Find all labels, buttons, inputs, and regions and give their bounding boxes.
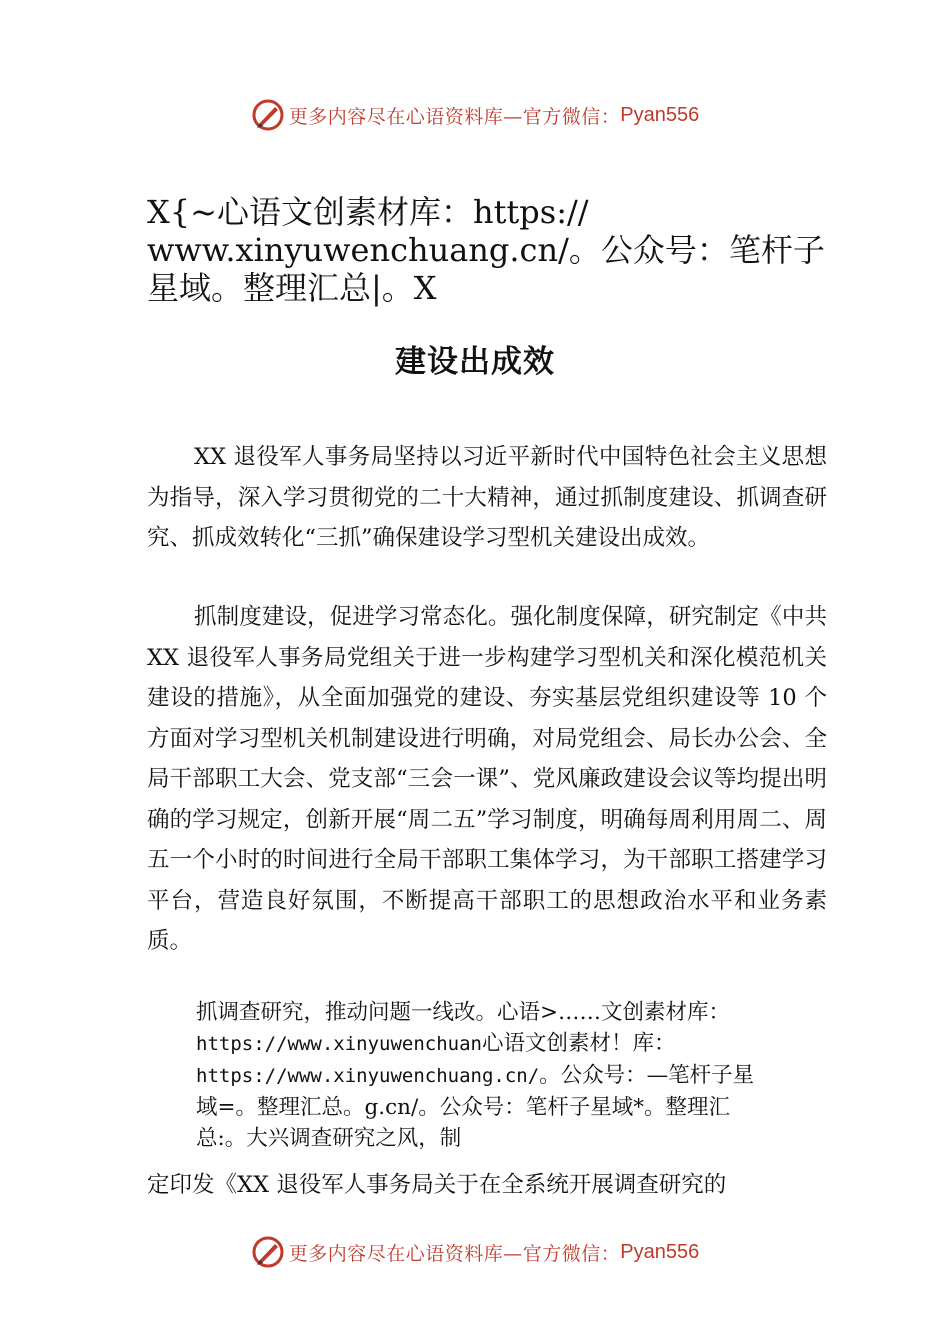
paragraph-text: 抓制度建设，促进学习常态化。强化制度保障，研究制定《中共 XX 退役军人事务局党组关于进一步构建学习型机关和深化模范机关建设的措施》，从全面加强党的建设、夯实基层党组织建设等 10 个方面对学习型机关机制建设进行明确，对局党组会、局长办公会、全局干部职工大会、党支部“三会一课”、党风廉政建设会议等均提出明确的学习规定，创新开展“周二五”学习制度，明确每周利用周二、周五一个小时的时间进行全局干部职工集体学习，为干部职工搭建学习平台，营造良好氛围，不断提高干部职工的思想政治水平和业务素质。 [147, 604, 827, 954]
banner-text: 更多内容尽在心语资料库—官方微信： [288, 1242, 621, 1265]
quote-line [196, 1028, 836, 1060]
top-watermark-banner [0, 95, 950, 135]
bottom-watermark-banner [0, 1232, 950, 1272]
banner-handle: Pyan556 [620, 1240, 700, 1263]
quote-text: 心语文创素材！库： [481, 1031, 676, 1056]
quote-line: 总:。大兴调查研究之风，制 [196, 1126, 462, 1151]
pen-logo-icon [251, 98, 285, 132]
url-text: https://www.xinyuwenchuang.cn/ [196, 1065, 540, 1087]
url-text: https://www.xinyuwenchuan [196, 1033, 482, 1055]
document-title: 建设出成效 [395, 344, 555, 380]
quote-text: 。公众号：—笔杆子星 [539, 1063, 755, 1088]
paragraph-intro [147, 437, 827, 559]
pen-logo-icon [251, 1235, 285, 1269]
research-quote-block [196, 997, 836, 1154]
quote-line [196, 1060, 836, 1092]
quote-line: 域=。整理汇总。g.cn/。公众号：笔杆子星域*。整理汇 [196, 1095, 730, 1120]
banner-text: 更多内容尽在心语资料库—官方微信： [288, 105, 621, 128]
banner-handle: Pyan556 [620, 103, 700, 126]
paragraph-continuation: 定印发《XX 退役军人事务局关于在全系统开展调查研究的 [147, 1172, 727, 1198]
paragraph-system-building [147, 597, 827, 962]
header-note: X{~心语文创素材库：https:// www.xinyuwenchuang.cn/。公众号：笔杆子星域。整理汇总|。X [147, 193, 825, 307]
quote-line: 抓调查研究，推动问题一线改。心语>……文创素材库： [196, 1000, 731, 1025]
paragraph-text: XX 退役军人事务局坚持以习近平新时代中国特色社会主义思想为指导，深入学习贯彻党的二十大精神，通过抓制度建设、抓调查研究、抓成效转化“三抓”确保建设学习型机关建设出成效。 [147, 444, 827, 551]
